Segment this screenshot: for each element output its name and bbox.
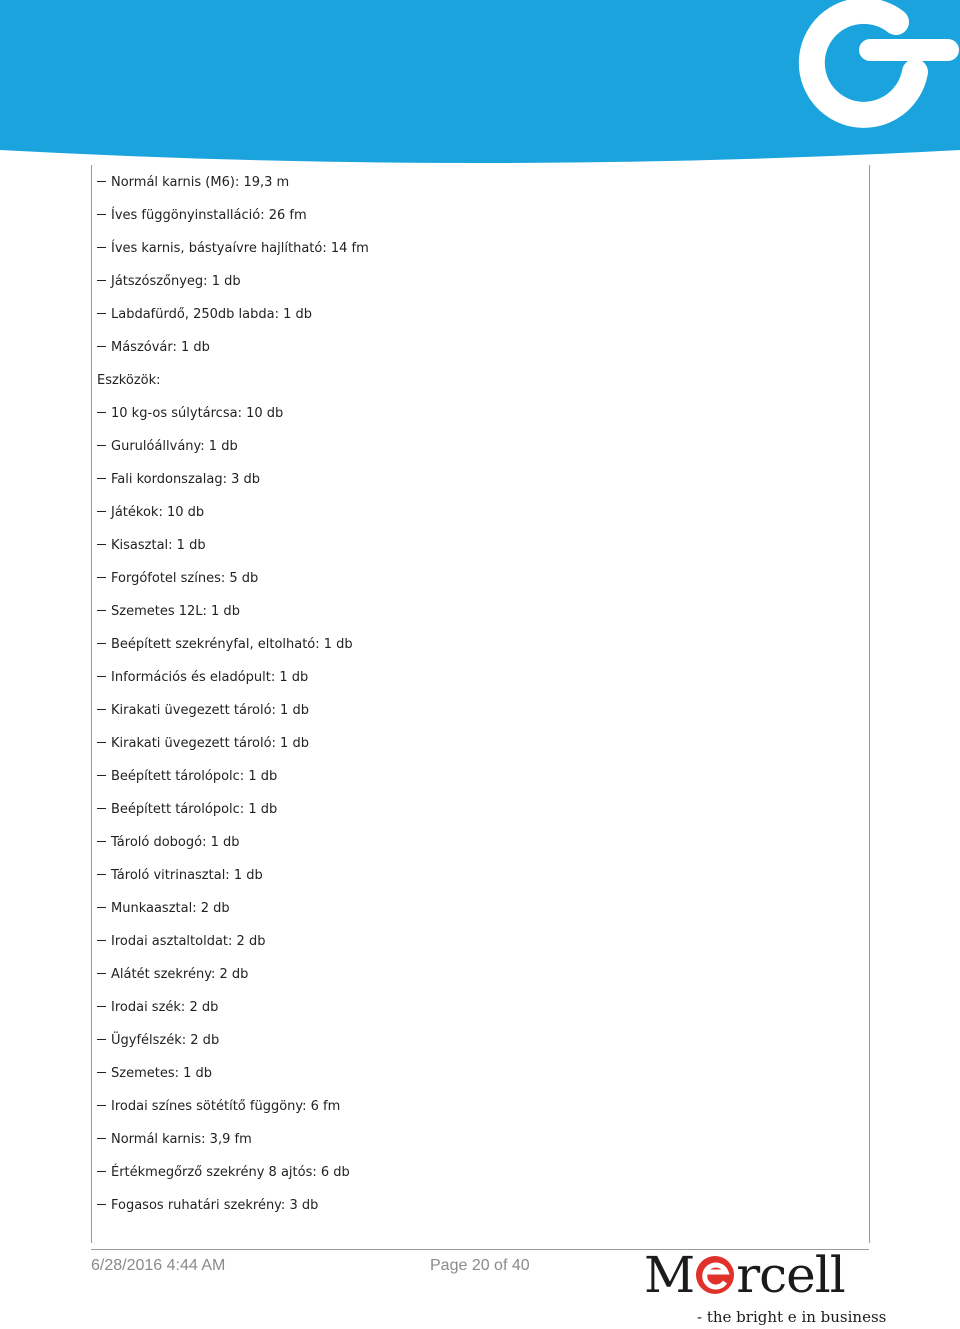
list-item-text: Gurulóállvány: 1 db [111,439,238,454]
list-item [97,496,857,529]
dash-bullet-icon [97,511,106,512]
list-item-text: Beépített tárolópolc: 1 db [111,769,278,784]
dash-bullet-icon [97,445,106,446]
list-item [97,760,857,793]
list-item [97,1090,857,1123]
list-item-text: Irodai asztaltoldat: 2 db [111,934,266,949]
list-item [97,430,857,463]
equipment-list [97,166,857,1222]
dash-bullet-icon [97,643,106,644]
dash-bullet-icon [97,1171,106,1172]
list-item-text: Beépített tárolópolc: 1 db [111,802,278,817]
list-item-text: 10 kg-os súlytárcsa: 10 db [111,406,284,421]
list-item-text: Játékok: 10 db [111,505,205,520]
logo-word-start: M [644,1246,695,1304]
list-item [97,925,857,958]
list-item [97,1057,857,1090]
dash-bullet-icon [97,478,106,479]
list-item-text: Íves karnis, bástyaívre hajlítható: 14 fm [111,241,369,256]
list-item-text: Fali kordonszalag: 3 db [111,472,260,487]
list-item [97,793,857,826]
list-item [97,694,857,727]
footer-date: 6/28/2016 4:44 AM [91,1257,226,1274]
list-item [97,265,857,298]
list-item-text: Irodai színes sötétítő függöny: 6 fm [111,1099,341,1114]
dash-bullet-icon [97,841,106,842]
dash-bullet-icon [97,1006,106,1007]
list-item-text: Forgófotel színes: 5 db [111,571,259,586]
list-item-text: Tároló vitrinasztal: 1 db [111,868,263,883]
list-item-text: Kirakati üvegezett tároló: 1 db [111,736,309,751]
list-item-text: Kisasztal: 1 db [111,538,206,553]
list-item [97,529,857,562]
list-item [97,991,857,1024]
list-item-text: Tároló dobogó: 1 db [111,835,240,850]
dash-bullet-icon [97,709,106,710]
list-item [97,166,857,199]
list-item-text: Ügyfélszék: 2 db [111,1033,220,1048]
list-item [97,892,857,925]
list-item [97,826,857,859]
dash-bullet-icon [97,247,106,248]
list-item-text: Kirakati üvegezett tároló: 1 db [111,703,309,718]
list-item [97,1024,857,1057]
dash-bullet-icon [97,181,106,182]
list-item [97,331,857,364]
section-heading [97,364,857,397]
list-item [97,661,857,694]
list-item-text: Irodai szék: 2 db [111,1000,219,1015]
list-item [97,1123,857,1156]
dash-bullet-icon [97,940,106,941]
dash-bullet-icon [97,1105,106,1106]
footer-page-number: Page 20 of 40 [430,1257,530,1274]
list-item-text: Normál karnis (M6): 19,3 m [111,175,290,190]
logo-tagline: - the bright e in business [697,1308,887,1326]
list-item-text: Beépített szekrényfal, eltolható: 1 db [111,637,353,652]
list-item [97,958,857,991]
list-item [97,562,857,595]
dash-bullet-icon [97,874,106,875]
dash-bullet-icon [97,907,106,908]
dash-bullet-icon [97,346,106,347]
list-item [97,1189,857,1222]
list-item-text: Normál karnis: 3,9 fm [111,1132,252,1147]
list-item-text: Alátét szekrény: 2 db [111,967,249,982]
list-item [97,595,857,628]
list-item-text: Értékmegőrző szekrény 8 ajtós: 6 db [111,1165,350,1180]
list-item-text: Mászóvár: 1 db [111,340,210,355]
dash-bullet-icon [97,1204,106,1205]
dash-bullet-icon [97,544,106,545]
list-item-text: Szemetes 12L: 1 db [111,604,240,619]
dash-bullet-icon [97,973,106,974]
dash-bullet-icon [97,1138,106,1139]
list-item [97,463,857,496]
list-item [97,628,857,661]
marcell-logo [640,1246,887,1328]
logo-wordmark [644,1246,845,1304]
list-item [97,727,857,760]
dash-bullet-icon [97,676,106,677]
list-item-text: Fogasos ruhatári szekrény: 3 db [111,1198,319,1213]
dash-bullet-icon [97,1039,106,1040]
list-item [97,1156,857,1189]
dash-bullet-icon [97,742,106,743]
dash-bullet-icon [97,214,106,215]
list-item [97,298,857,331]
header-band [0,0,960,165]
logo-word-end: rcell [736,1246,845,1304]
logo-red-e-icon [695,1250,735,1296]
list-item-text: Íves függönyinstalláció: 26 fm [111,208,307,223]
list-item-text: Eszközök: [97,373,161,388]
list-item-text: Információs és eladópult: 1 db [111,670,309,685]
dash-bullet-icon [97,808,106,809]
dash-bullet-icon [97,313,106,314]
list-item-text: Labdafürdő, 250db labda: 1 db [111,307,312,322]
list-item-text: Játszószőnyeg: 1 db [111,274,241,289]
dash-bullet-icon [97,412,106,413]
list-item [97,397,857,430]
dash-bullet-icon [97,280,106,281]
list-item-text: Munkaasztal: 2 db [111,901,230,916]
list-item [97,859,857,892]
list-item [97,232,857,265]
list-item [97,199,857,232]
dash-bullet-icon [97,775,106,776]
dash-bullet-icon [97,1072,106,1073]
list-item-text: Szemetes: 1 db [111,1066,213,1081]
dash-bullet-icon [97,577,106,578]
dash-bullet-icon [97,610,106,611]
